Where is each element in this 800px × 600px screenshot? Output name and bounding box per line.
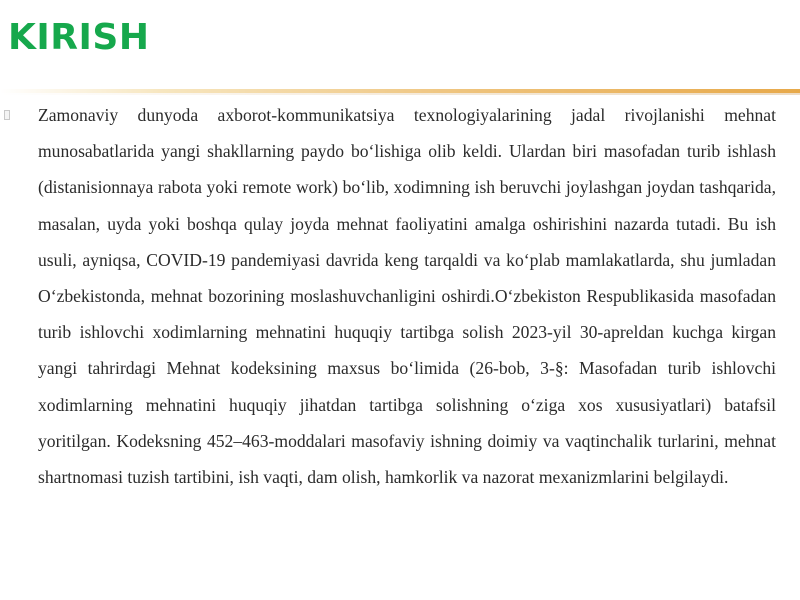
body-paragraph: Zamonaviy dunyoda axborot-kommunikatsiya texnologiyalarining jadal rivojlanishi mehnat munosabatlarida yangi shakllarning paydo bo‘lishiga olib keldi. Ulardan biri masofadan turib ishlash (distanisionnaya rabota yoki remote work) bo‘lib, xodimning ish beruvchi joylashgan joydan tashqarida, masalan, uyda yoki boshqa qulay joyda mehnat faoliyatini amalga oshirishini nazarda tutadi. Bu ish usuli, ayniqsa, COVID-19 pandemiyasi davrida keng tarqaldi va ko‘plab mamlakatlarda, shu jumladan O‘zbekistonda, mehnat bozorining moslashuvchanligini oshirdi.O‘zbekiston Respublikasida masofadan turib ishlovchi xodimlarning mehnatini huquqiy tartibga solish 2023-yil 30-apreldan kuchga kirgan yangi tahrirdagi Mehnat kodeksining maxsus bo‘limida (26-bob, 3-§: Masofadan turib ishlovchi xodimlarning mehnatini huquqiy jihatdan tartibga solishning o‘ziga xos xususiyatlari) batafsil yoritilgan. Kodeksning 452–463-moddalari masofaviy ishning doimiy va vaqtinchalik turlarini, mehnat shartnomasi tuzish tartibini, ish vaqti, dam olish, hamkorlik va nazorat mexanizmlarini belgilaydi. xyxy=(38,105,776,488)
title-divider-shadow xyxy=(0,93,800,95)
slide-title: KIRISH xyxy=(8,17,150,58)
bullet-icon xyxy=(4,110,10,120)
